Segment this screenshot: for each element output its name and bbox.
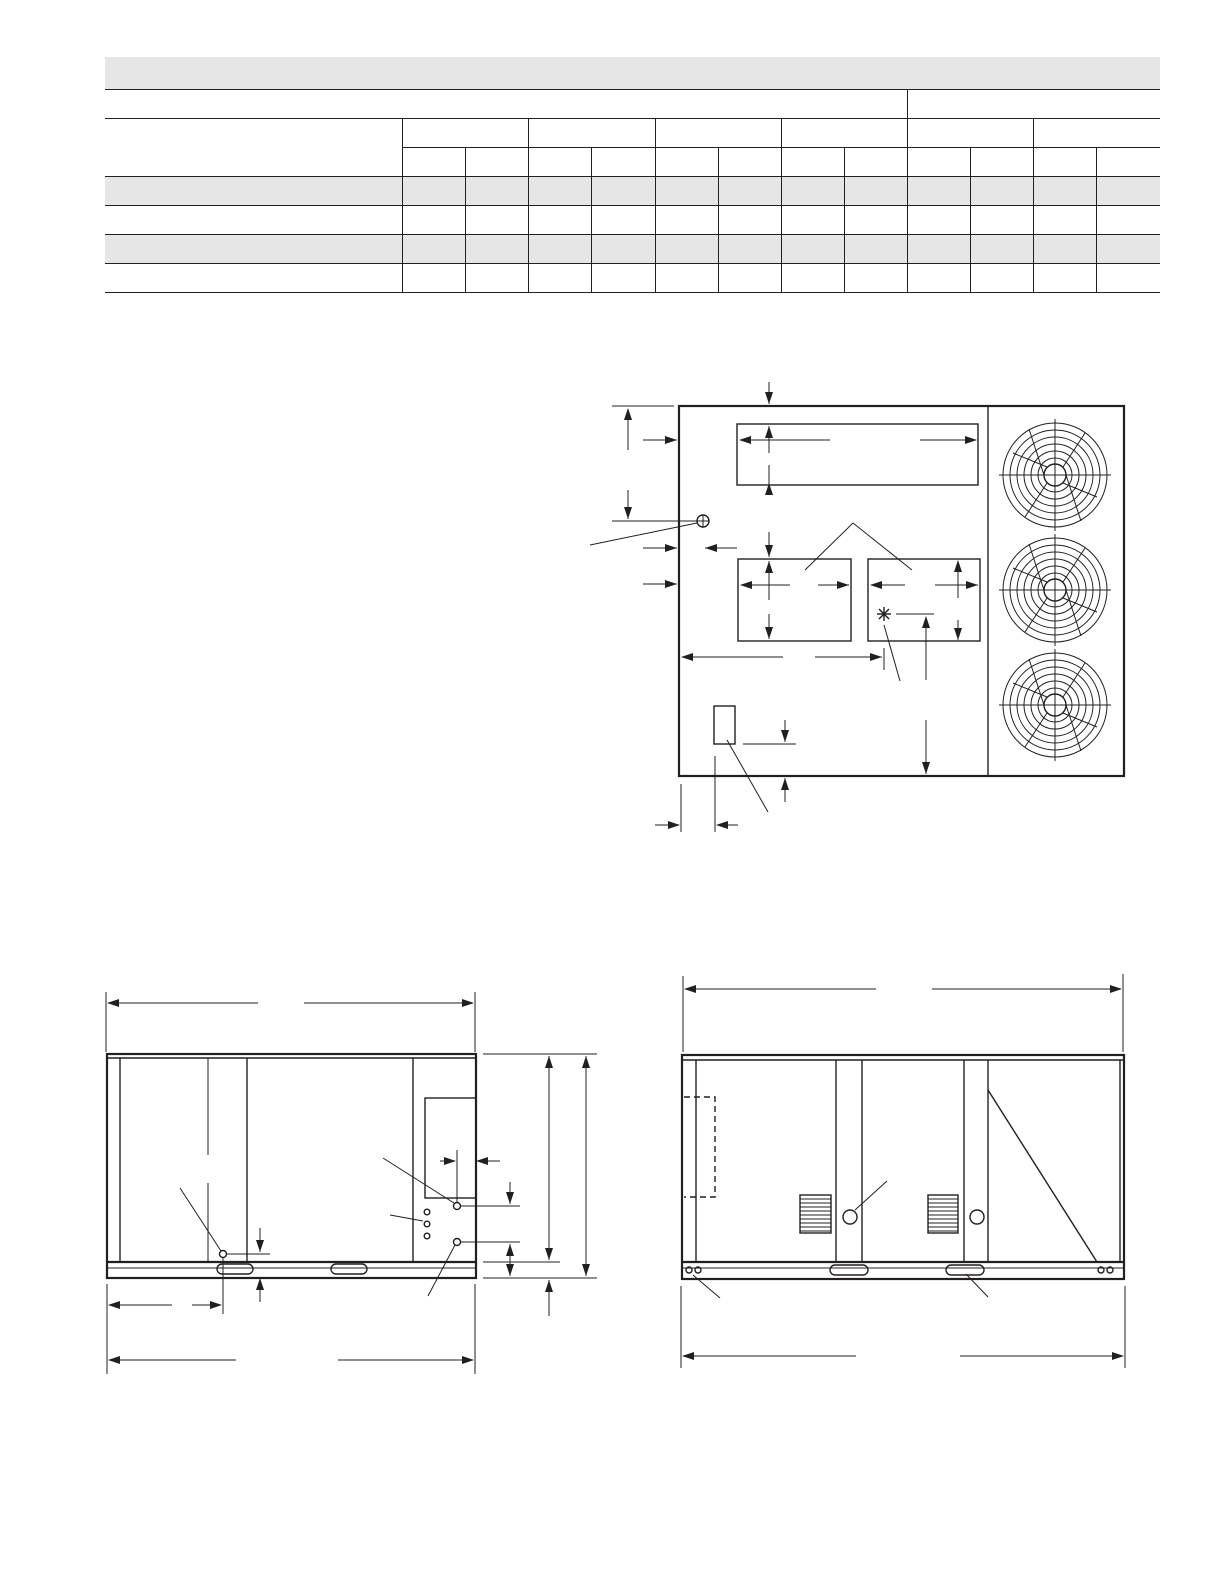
electrical-knockout-icon <box>454 1203 461 1210</box>
forklift-slot <box>946 1265 984 1275</box>
condenser-fan-2 <box>999 534 1111 646</box>
electrical-knockout-icon <box>424 1221 430 1227</box>
louver-vent-icon <box>800 1195 831 1233</box>
panel-knockout-icon <box>843 1210 857 1224</box>
electrical-knockout-icon <box>424 1209 430 1215</box>
forklift-slot <box>830 1265 868 1275</box>
opening-upper <box>737 424 978 485</box>
control-box-panel <box>425 1098 476 1198</box>
forklift-slot <box>217 1264 253 1274</box>
end-view-drawing <box>106 992 597 1374</box>
condenser-fan-1 <box>999 419 1111 531</box>
electrical-knockout-icon <box>424 1233 430 1239</box>
top-view-drawing <box>590 382 1124 832</box>
panel-knockout-icon <box>970 1210 984 1224</box>
opening-return <box>738 559 851 641</box>
unit-outline-side <box>682 1055 1124 1279</box>
opening-small <box>714 706 735 744</box>
drain-connection-icon <box>220 1251 227 1258</box>
condenser-fan-3 <box>999 649 1111 761</box>
unit-outline-end <box>107 1054 476 1278</box>
forklift-slot <box>331 1264 367 1274</box>
electrical-knockout-icon <box>454 1239 461 1246</box>
unit-outline-top <box>679 406 1124 776</box>
louver-vent-icon <box>928 1195 958 1233</box>
side-view-drawing <box>681 974 1125 1368</box>
